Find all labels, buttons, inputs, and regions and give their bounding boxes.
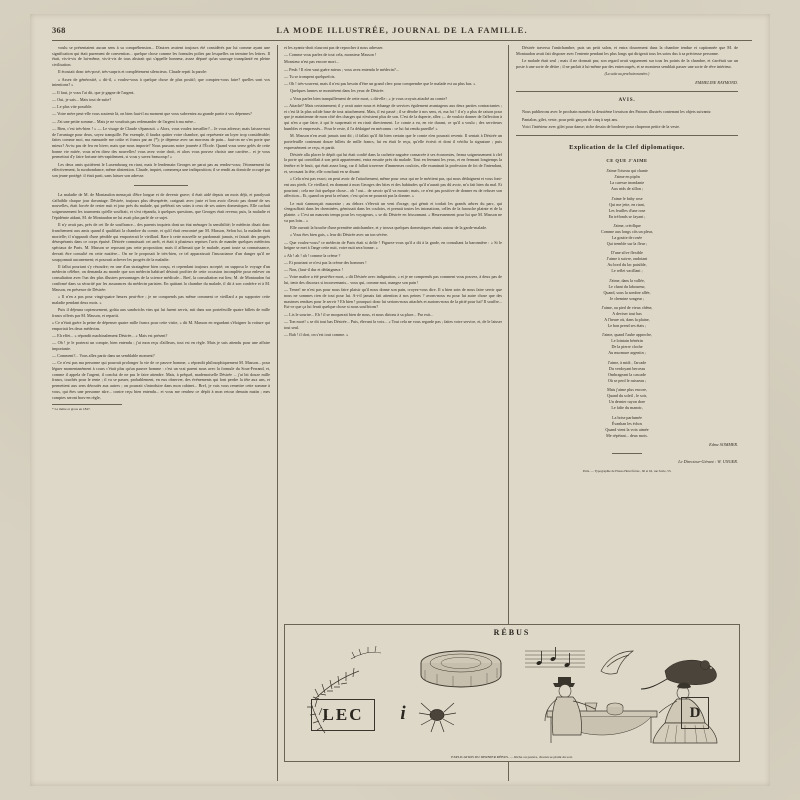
paragraph: Il écoutait donc très-posé, très-surpris et complétement silencieux. Claude reprit la parole: <box>58 69 208 75</box>
paragraph: — Tenez! ne n'est pas pour nous faire plaisir qu'il nous donne son pain, croyez-vous dire. Il a bien soin de nous faire servir que nous ne sommes rien de tout pour lui. A-t-il jamais fait attention à nos peines ? avons-nous eu pour lui autre chose que des maximes rendues pour le servir ? Eh bien ! pourquoi donc lui serions-nous attachés et aurions-nous de la pitié pour lui? Il souffre... Est-ce que ça lui ferait quelque chose si nous souffrions? <box>284 287 502 310</box>
poem-line: Au bord du lac paisible, <box>607 262 647 268</box>
section-divider <box>516 135 738 136</box>
paragraph: Monsieur n'est pas encore mort... <box>284 59 339 65</box>
paragraph: — Non, (faut-il dur et dédaigneux ! <box>284 266 343 272</box>
poem-line: J'aime, dans la vallée, <box>609 277 645 283</box>
paragraph: « Ah ! ah ! ah ! comme la crème ? <box>284 252 341 258</box>
director-line: Le Directeur-Gérant : W. UNGER. <box>678 458 738 464</box>
rebus-d-box: D <box>681 697 709 729</box>
paragraph: Il n'y avait pas, près de cet île de souffrance... des parents inquiets dont un état ménager la sensibilité; le médecin disait donc franchement aux amis quand il qualifiait la chambre du comte, et qu'il était rencontré par M. Masson, Selon lui, la maladie était mortelle; il n'apparaît d'une pénible qui emporterait le vieillard. Rare à cette nouvelle se pardonnait jamais, et faisait des progrès désespérants dans ce corps épuisé. Désirée connaissait cet arrêt, et était à plusieurs reprises l'avis de mander quelques médecins spéciaux de Paris. M. Masson se reposant pas cette proposition; mais il affirmait que le malade, ayant toute sa connaissance, devrait être consulté en cette matière... On ne le proposait le très-bien, ce tel apparaissait l'insouciance d'un danger qu'il ne soupçonnait aucunement; et pourrait achever les progrès de la maladie. <box>52 222 270 262</box>
poem-stanza <box>516 168 738 192</box>
masthead <box>52 24 752 41</box>
paragraph: Quelques larmes se montrèrent dans les yeux de Désirée. <box>290 88 385 94</box>
poem-line: Où se perd le ruisseau ; <box>607 377 647 383</box>
paragraph: — Votre maître a été peut-être mort, « dit Désirée avec indignation, « et je ne comprends pas comment vous pouvez, à deux pas de lui, tenir des discours si inconvenants... vous qui, comme moi, mangez son pain ! <box>284 274 502 285</box>
poem-line: De la pierre cloche <box>611 344 643 350</box>
poem-line: Je chemine songeur ; <box>609 295 645 301</box>
imprint-line: Paris. — Typographie de Plusso Hotel frères , 60 et 62, rue Savie, 53. <box>582 468 672 473</box>
paragraph: — Oh ! je le porterai un compte, bien entendu ; j'ai mon reçu d'ailleurs, tout est en règle. Mais je suis attendu pour une affaire importante. <box>52 340 270 351</box>
poem-line: D'une silve flexible <box>611 250 643 256</box>
poem-stanza <box>516 250 738 274</box>
rebus-illustration <box>285 637 739 749</box>
poem-line: Qui tremble sur la fleur ; <box>606 240 648 246</box>
rebus-panel <box>284 624 740 762</box>
paragraph: — Comme vous parlez de tout cela, monsieur Masson ! <box>284 52 377 58</box>
paragraph: Les deux amis quittèrent le Luxembourg en riant, mais le lendemain Georges ne parut pas au rendez-vous; l'étonnement fut effectivement, la surabondance, même abstention. Claude, inquiet, commença une indisposition; il se rendit au domicile occupé par son jeune protégé: il était parti, sans laisser son adresse. <box>52 161 270 179</box>
paragraph: Le nuit s'annonçait mauvaise ; au dehors s'élevait un vent d'orage, qui gémit et tordait les grands arbres du parc, qui s'engouffrait dans les cheminées, gémissait dans les couloirs, et prenait toutes les intonations, celles de la farouche plainte et de la plainte. « C'est un mauvais temps pour les voyageurs, » se dit Désirée en frissonnant. « Heureusement pour lui que M. Masson ne va pas loin... » <box>284 200 502 223</box>
poem-line: A deviser tout bas <box>612 311 642 317</box>
paragraph: et les ayants-droit n'auront pas de reprocher à nous adresser. <box>284 45 384 50</box>
poem-line: J'aime à suivre, ondoiant <box>606 256 648 262</box>
paragraph: M. Masson n'en avait jamais tant dit ; il fallait qu'il fût bien certain que le comte n'en pourrait revenir. Il sentait à Désirée un portefeuille contenant douze billets de mille francs, lui en était le reçu, qu'elle écrivit et dont il vérifia la signature ; puis expressément ce reçu, et partit. <box>284 133 502 150</box>
article-signature: EMMELINE RAYMOND. <box>695 80 738 86</box>
poem-stanza <box>516 360 738 384</box>
paragraph: — Oh ! très-souvent, mais il n'est pas besoin d'être un grand clerc pour comprendre que le malade est au plus bas. » <box>284 81 476 87</box>
paragraph: — Bah ! il dort, on s'est tout comme. » <box>284 331 349 337</box>
paragraph: « Cela n'est pas exact; on peut avoir de l'attachement, même pour ceux qui ne le méritent pas, qui nous dédaignent et vous font-ent aux pieds. Ce vieillard, en donnant à mon Georges des bites et des habitudes qu'il n'aurait pas dû avoir, m'a fait bien du mal. Et pourtant ; cela me fait quelque chose... oh ! oui... de savoir qu'il va mourir; mais, ce n'est pas positive de donner eu de refuser son affection... Et, quand on peut la refuser, c'est qu'on ne pourrait pas la donner. » <box>284 176 502 199</box>
poem-line: Quand, sous la sombre allée, <box>603 289 651 295</box>
newspaper-sheet <box>30 14 770 786</box>
avis-heading: AVIS. <box>618 97 636 104</box>
section-divider <box>516 91 738 92</box>
poem-line: Le lointain bénézin <box>611 338 643 344</box>
paragraph: — Et pourtant ce n'est pas la crème des hommes ! <box>284 259 367 265</box>
paragraph: Désirée alla placer le dépôt qui lui était confié dans la cachette naguère consacrée à ses économies, ferma soigneusement à clef la porte qui contrôlait à son petit appartement, entra ensuite près du malade. Tout en fermant les yeux, et en fermant longtemps la fenêtre et le bruit, qui était assez long, car il fallait traverser d'immenses couloirs, elle examinait la profession de foi de l'intendant, et, secouant la tête, elle concluait en se disant: <box>284 151 502 174</box>
paragraph: — Que voulez-vous? ce médecin de Paris était si drôle ! Figurez-vous qu'il a dit à la garde, en consultant la baronnière : « Si le beigne se met à l'ange cette nuit, votre nuit sera bonne. » <box>284 239 502 251</box>
poem-stanza <box>516 278 738 302</box>
poem-line: La caresse inondante <box>609 180 645 186</box>
section-divider <box>134 185 188 186</box>
paragraph: Elle ouvrait la bouche d'une première antichambre, et y trouva quelques domestiques réunis autour de la garde-malade. <box>290 225 488 231</box>
clef-heading: Explication de la Clef diplomatique. <box>569 143 685 151</box>
masthead-title: LA MODE ILLUSTRÉE, JOURNAL DE LA FAMILLE. <box>276 25 528 35</box>
poem-line: Me répétant... deux mots. <box>606 432 648 438</box>
folio-number: 368 <box>52 25 66 35</box>
poem-line: Les feuilles d'une rose <box>608 207 646 213</box>
paragraph: Nous publierons avec le prochain numéro la deuxième livraison des Patrons illustrés contenant les objets suivants: <box>522 109 712 115</box>
paragraph: Pantalon, gilet, veste, pour petit garçon de cinq à sept ans. <box>522 116 619 122</box>
poem-stanza <box>516 305 738 329</box>
clef-subheading: CE QUE J'AIME <box>606 157 648 163</box>
poem-line: Du verdoyant berceau <box>608 365 646 371</box>
poem-line: Mais j'aime plus encore, <box>607 387 647 393</box>
paragraph: — Votre mère peut-elle vous soutenir là, on bien faut-il au moment que vous subveniez au grande partie à vos dépenses? <box>52 111 252 117</box>
poem-line: En tréfonds se fayant ; <box>608 213 646 219</box>
poem-line: Évanhan les échos <box>611 420 643 426</box>
poem-line: Aux nids de sillon ; <box>610 186 644 192</box>
paragraph: — Lis le sourire... Eh ! il se moquerait bien de nous, et nous dirions à sa place... Par exit... <box>284 311 434 317</box>
paragraph: « Vous parlez bien tranquillement de cette mort, » dit-elle ; « je vous croyais attaché au comte? <box>290 95 448 101</box>
poem-line: La brise parfumée <box>612 414 642 420</box>
paragraph: — Le plus vite possible. <box>52 104 93 110</box>
paragraph: — Oui, je sais... Mais tout de suite? <box>52 96 112 102</box>
paragraph: — Tu se trompent quelquefois. <box>284 73 336 79</box>
paragraph: Il fallut pourtant s'y résoudre; en une d'un stratagème bien conçu, et cependant toujours accepté; on supposa le voyage d'un médecin célèbre, on demanda au monde que son médecin habituel désirait profiter de cette occasion incomplète pour enlever on consultation avec l'un des plus illustres personnages de la science médicale... Bref, la consultation eut lieu; M. de Montaudon fut confirmé dans sa sécurité par les assurances du médecin parisien. En quittant la chambre du malade, il dit à son confrère et à M. Masson, en présence de Désirée: <box>52 263 270 292</box>
poem-line: Un dernier rayon dore <box>608 399 646 405</box>
paragraph: « Il n'en a pas pour vingt-quatre heures peut-être ; je ne comprends pas même comment ce vieillard a pu supporter cette maladie pendant deux mois. » <box>52 293 270 305</box>
rebus-caption: EXPLICATION DU DERNIER RÉBUS. — Riche ou pauvre, chacun se plaint du sort. <box>451 755 573 759</box>
paragraph: Puis il déjeuna copieusement, goûta aux sandwichs vins qui lui furent servis, mit dans son portefeuille quatre billets de mille francs offerts par M. Masson, et repartit. <box>52 306 270 318</box>
paragraph: La maladie de M. de Montaudon menaçait d'être longue et de devenir grave; il était aidé depuis un mois déjà, et paralysait s'affaiblir chaque jour davantage. Désirée, toujours plus désespérée, craignait avec juste et bon avoir d'avoir pas donné de ses nouvelles, était forcée de rester nuit et jour près du malade, qui préférait ses soins à ceux de ses autres domestiques. Elle cachait soigneusement les tourments qu'elle souffrait, et s'est répandu, à quelques questions, que Georges était revenu; puis, la maladie et l'épidémie aidant, M. de Montaudon ne lui avait plus parlé de ce sujet. <box>52 191 270 220</box>
column-1 <box>52 45 270 781</box>
paragraph: — Eh effet... » répondit machinalement Désirée... « Mais est présent? <box>52 332 168 338</box>
footnote: * Le mètre et gross en 1847. <box>52 404 122 411</box>
paragraph: Voici l'intérieur avec gilet pour danse; riche dessin de broderie pour chaperon petite de la veste. <box>522 123 680 129</box>
paragraph: Le malade était seul ; mais il ne dormait pas; son regard avait vaguement sur tous les points de la chambre, et s'arrêtait sur un poste à une sorte de détire ; il ne parlait à lui-même par des entrecoupés, et se montrera semblait passer une sorte de rêve intérieur. <box>516 57 738 69</box>
paragraph: — Il faut, je vous l'ai dit, que je gagne de l'argent. <box>52 89 135 95</box>
paragraph: Désirée traversa l'antichambre, puis un petit salon, et entra doucement dans la chambre tendue et capitonnée que M. de Montaudon avait fait disposer avec l'entente pendant les plus longs qui dirigeait tous les soins dus à sa précieuse personne. <box>516 45 738 56</box>
paragraph: « Vous êtes bien gais, » leur dit Désirée avec un ton sévère. <box>290 232 389 238</box>
poem-stanza <box>516 415 738 439</box>
poem-line: La goutte de rosée <box>611 234 643 240</box>
poem-line: A l'heure où, dans la plaine, <box>604 317 650 323</box>
poem-line: Ombrageant la cascade <box>608 371 646 377</box>
poem-line: Au murmure argentin ; <box>608 350 646 356</box>
paragraph: — Bien, c'est très-bien ! » — Le visage de Claude s'épanouit. « Alors, vous voulez travailler?... Je vous adresse; mais laissez-moi de l'avantage pour deux, soyez tranquille. Par exemple, il faudra quitter votre chambre, qui représente un loyer trop considérable; faites comme moi, ma mansarde me coûte et francs par an (*); je dépense avec un morceau de pain... faut-on ne s'en porte que mieux? As-tu pas de feu en hiver; mais que nous importe? Nous passons notre journée à l'École. Quand vous serez gelés de cette bonne vie mitée, vous m'en direz des nouvelles! vous avez votre droit, et alors vous pouvez choisir une carrière... et je vous permettrai d'y faire fortune très-rapidement, si vous y savez beaucoup! » <box>52 125 270 160</box>
poem-line: J'aime, au pied de vieux chêne, <box>601 305 653 311</box>
section-divider <box>612 453 642 454</box>
poem <box>516 168 738 438</box>
poem-line: Quand vient la voix aimée <box>605 426 649 432</box>
poem-line: Quand du soleil , le soir, <box>607 393 647 399</box>
paragraph: — Ton mort! » se dit tout bas Désirée... Puis, élevant la voix... « Tout cela ne vous regarde pas ; faites votre service, et, de le laisser tout seul. <box>284 318 502 330</box>
rebus-title: RÉBUS <box>493 628 531 637</box>
paragraph: — J'ai une petite somme... Mais je ne voudrais pas redemander de l'argent à ma mère... <box>52 118 197 124</box>
poem-line: Comme aux longs ciïs un pleur, <box>601 228 653 234</box>
poem-stanza <box>516 387 738 411</box>
poem-line: J'aime, à midi , l'arcade <box>607 359 647 365</box>
poem-line: J'aime, créolîque <box>613 222 641 228</box>
page-inner <box>52 24 752 778</box>
poem-line: Le faîte du manoir, <box>611 405 643 411</box>
serial-continuation-note: (La suite au prochain numéro.) <box>604 72 650 77</box>
paragraph: — Comment?... Vous allez partir dans un semblable moment? <box>52 353 155 359</box>
paragraph: — Attaché? Mais certainement; il y avait autre nous et échange de services également avantageux aux deux parties contractantes ; et c'est là la plus solide base de tout attachement. Mais, il est passé ; il se dérobe à nos sens, et, ma foi ! il n'y a plus de raison pour que je maintienne de mon côté des charges qui n'existent plus de son. C'est de la duperie, allez ;... de vouloir donner de l'affection à qui n'en a que faire, à qui le surprenait et en rirait directement. Le comte a eu, en vie durant, ce qu'il a voulu ; des serviteurs humbles et empressés... Pour le reste, il l'a dédaigné en méconnu : ce lui fut rendu pareille! » <box>284 102 502 131</box>
paragraph: — Peuh ! Il n'en vaut guère mieux ; vous avez entendu le médecin?... <box>284 66 399 72</box>
poem-line: Qui me jette, en riant, <box>609 201 645 207</box>
poem-stanza <box>516 196 738 220</box>
poem-stanza <box>516 223 738 247</box>
paragraph: — Ce n'est pas ma personne qui pourrait prolonger la vie de ce pauvre homme, » répondit philosophiquement M. Masson... pour léguer momentanément à cours c'était plus qu'un pauvre homme : c'est un vrai parent nous avec la formule du Sous-Ferrand, et, comme il appela de l'argent, il conclut de ne pas le faire attendre. Mais, à prêquel, mademoiselle Désirée ... j'ai bit douze mille francs, touchés pour le rente ; il va se passer, probablement, en eux observer, des événements qui font perdre la tête aux uns, et permettent aux sens déroutés aux autres ; on pourrait s'introduire dans mon cabinet... Bref, je vais vous remettre cette somme à vous, qui êtes une personne sûre... contre reçu bien entendu... et vous me rendrez ce dépôt à mon retour demain matin ; mes comptes seront hors-en règle, <box>52 360 270 400</box>
poem-signature: Edme SOMMER. <box>709 441 738 447</box>
paragraph: voulu se présentaient aucun sens à sa compréhension... D'autres avaient toujours été considérés par lui comme ayant une signification qui était purement de convention... quelque chose comme les formules polies par lesquelles on termine les lettres. Il était, vis-à-vis de lui-même, vis-à-vis de tous abstrait qui s'appelle honneur, assez déparé qu'un sauvage transplanté en pleine civilisation. <box>52 45 270 68</box>
rebus-lec-box: LEC <box>311 699 375 731</box>
poem-line: Le reflet vacillant ; <box>611 268 643 274</box>
poem-line: Le chant du laboureur, <box>608 283 646 289</box>
column-rule-1 <box>277 45 278 781</box>
paragraph: « Assez de générosité, » dit-il, « voulez-vous à quelque chose de plus positif; que comptez-vous faire? quelles sont vos intentions? » <box>52 76 270 88</box>
poem-line: J'aime en pipôn <box>614 174 640 180</box>
rebus-i-letter: i <box>400 703 406 724</box>
poem-line: J'aime, quand l'aube approche, <box>601 332 652 338</box>
poem-line: J'aime l'oiseau qui chante <box>606 168 648 174</box>
poem-line: J'aime le baby rose <box>611 195 643 201</box>
poem-line: Le bon prend ses états ; <box>607 323 647 328</box>
paragraph: « Ce n'était guère la peine de dépenser quatre mille francs pour cette visite, » dit M. Masson en regardant s'éloigner la voiture qui emportait les deux médecins. <box>52 319 270 331</box>
poem-stanza <box>516 332 738 356</box>
